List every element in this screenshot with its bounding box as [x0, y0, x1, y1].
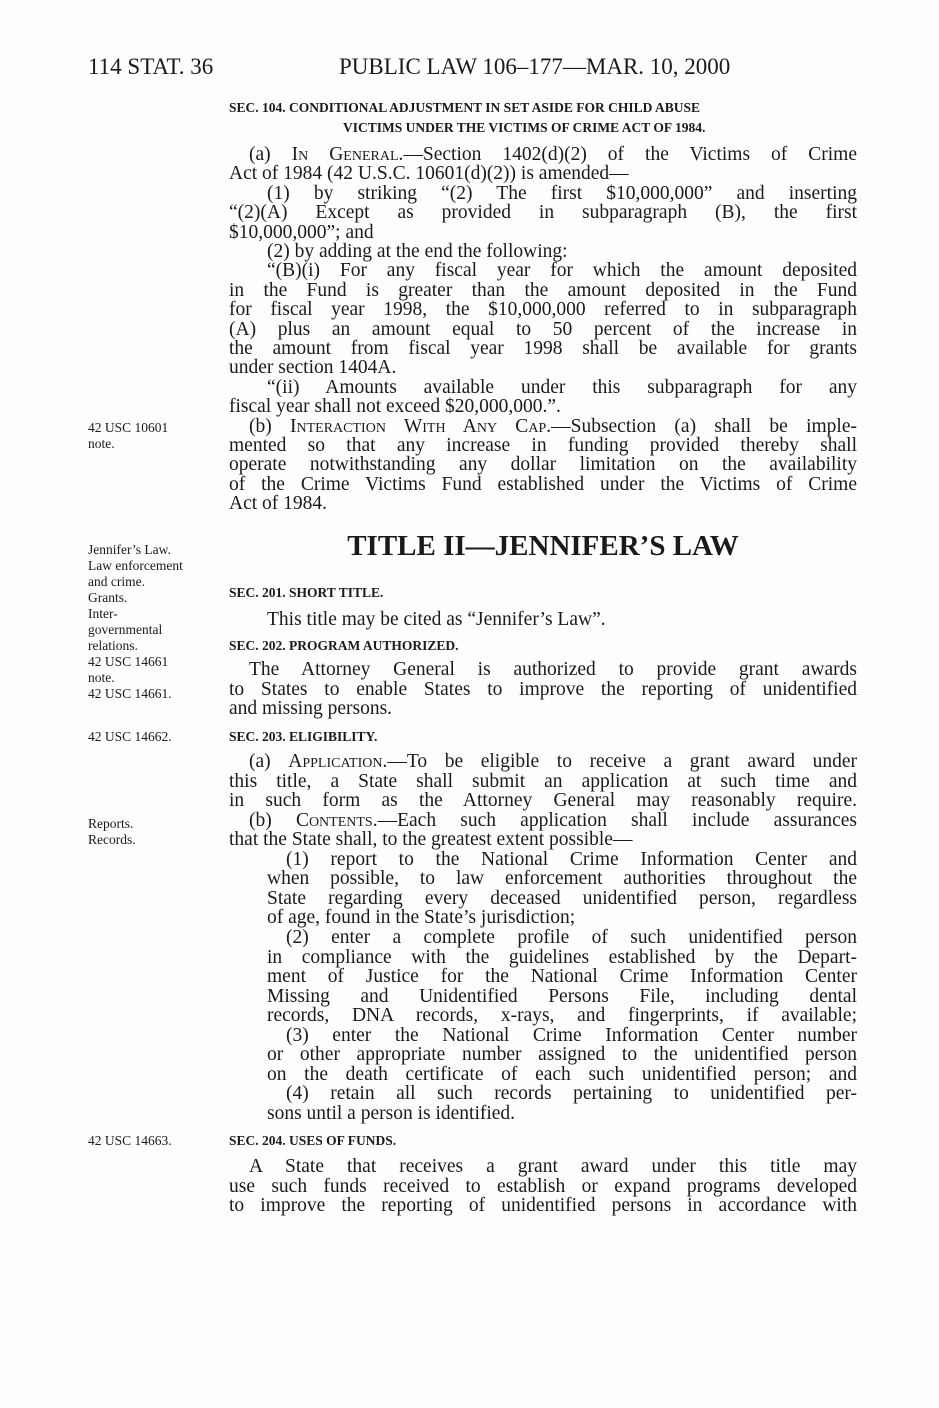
section-203-text-line: of age, found in the State’s jurisdiction;	[267, 907, 576, 929]
section-104-text-line: (2) by adding at the end the following:	[267, 241, 568, 262]
margin-note-line: Law enforcement	[88, 558, 183, 573]
section-104-text-line: mented so that any increase in funding provided thereby shall	[229, 435, 857, 456]
section-203-text-line: records, DNA records, x-rays, and fingerprints, if available;	[267, 1005, 857, 1027]
margin-note-line: 42 USC 14662.	[88, 729, 172, 744]
section-202-text-line: and missing persons.	[229, 698, 393, 719]
section-203-text-line: Missing and Unidentified Persons File, including dental	[267, 985, 857, 1007]
section-202-heading: SEC. 202. PROGRAM AUTHORIZED.	[229, 638, 459, 653]
margin-note	[88, 816, 136, 848]
text-segment: (a)	[249, 144, 292, 165]
text-segment: .—Each such application shall include assurances	[372, 809, 857, 831]
margin-note-line: 42 USC 14661	[88, 654, 169, 669]
margin-note-line: and crime.	[88, 574, 145, 589]
section-104-text-line: under section 1404A.	[229, 357, 397, 379]
section-104-text-line: “(B)(i) For any fiscal year for which the amount deposited	[267, 260, 857, 282]
section-201-text-line: This title may be cited as “Jennifer’s Law”.	[267, 609, 606, 630]
section-203-text-line: in compliance with the guidelines established by the Depart-	[267, 946, 857, 968]
margin-note-line: Grants.	[88, 590, 128, 605]
section-104-text-line: of the Crime Victims Fund established under the Victims of Crime	[229, 473, 857, 495]
section-203-text-line: State regarding every deceased unidentified person, regardless	[267, 887, 857, 909]
margin-note-line: Inter-	[88, 606, 118, 621]
margin-note	[88, 542, 183, 702]
section-203-text-line: ment of Justice for the National Crime Information Center	[267, 966, 857, 988]
section-104-text-line	[249, 417, 857, 437]
section-201-heading: SEC. 201. SHORT TITLE.	[229, 585, 384, 600]
paragraph-caption: Contents	[295, 809, 373, 831]
section-203-text-line: in such form as the Attorney General may reasonably require.	[229, 790, 857, 812]
section-104-heading-line1: SEC. 104. CONDITIONAL ADJUSTMENT IN SET ASIDE FOR CHILD ABUSE	[229, 100, 700, 115]
section-104-text-line: the amount from fiscal year 1998 shall be available for grants	[229, 338, 857, 359]
text-segment: .—To be eligible to receive a grant award under	[382, 751, 857, 772]
margin-note-line: note.	[88, 670, 115, 685]
section-104-text-line: fiscal year shall not exceed $20,000,000.”.	[229, 396, 561, 418]
margin-note-line: governmental	[88, 622, 163, 637]
section-204-text-line: A State that receives a grant award under this title may	[249, 1156, 857, 1177]
margin-note	[88, 1133, 172, 1149]
section-203-text-line: when possible, to law enforcement authorities throughout the	[267, 868, 857, 890]
margin-note	[88, 729, 172, 745]
paragraph-caption: Interaction With Any Cap	[290, 415, 547, 437]
section-204-heading: SEC. 204. USES OF FUNDS.	[229, 1133, 397, 1148]
section-104-text-line: for fiscal year 1998, the $10,000,000 referred to in subparagraph	[229, 299, 857, 321]
margin-note-line: Reports.	[88, 816, 134, 831]
section-203-text-line: on the death certificate of each such unidentified person; and	[267, 1063, 857, 1085]
text-segment: (b)	[249, 809, 296, 831]
section-203-text-line: (4) retain all such records pertaining to unidentified per-	[286, 1083, 857, 1105]
section-203-text-line: (1) report to the National Crime Information Center and	[286, 848, 857, 870]
section-104-text-line: Act of 1984 (42 U.S.C. 10601(d)(2)) is amended—	[229, 163, 629, 185]
section-203-text-line: sons until a person is identified.	[267, 1102, 516, 1124]
section-104-heading-line2: VICTIMS UNDER THE VICTIMS OF CRIME ACT OF 1984.	[343, 120, 706, 135]
margin-note-line: note.	[88, 436, 115, 451]
section-104-text-line: $10,000,000”; and	[229, 221, 374, 243]
section-203-text-line: this title, a State shall submit an application at such time and	[229, 770, 857, 792]
section-202-text-line: to States to enable States to improve the reporting of unidentified	[229, 678, 857, 700]
text-segment: (b)	[249, 415, 290, 437]
section-104-text-line: “(ii) Amounts available under this subparagraph for any	[267, 376, 857, 398]
section-203-text-line: (2) enter a complete profile of such unidentified person	[286, 926, 857, 948]
section-203-text-line: or other appropriate number assigned to the unidentified person	[267, 1044, 857, 1066]
margin-note-line: Records.	[88, 832, 136, 847]
margin-note-line: 42 USC 10601	[88, 420, 169, 435]
title-ii-heading: TITLE II—JENNIFER’S LAW	[347, 530, 739, 562]
margin-note	[88, 420, 168, 452]
section-104-text-line: (1) by striking “(2) The first $10,000,000” and inserting	[267, 182, 857, 204]
margin-note-line: 42 USC 14661.	[88, 686, 172, 701]
page-stat-number: 114 STAT. 36	[88, 54, 214, 79]
section-204-text-line: use such funds received to establish or expand programs developed	[229, 1175, 857, 1197]
running-header: PUBLIC LAW 106–177—MAR. 10, 2000	[339, 54, 731, 79]
section-104-text-line: Act of 1984.	[229, 493, 328, 515]
section-104-text-line: operate notwithstanding any dollar limitation on the availability	[229, 454, 857, 476]
section-203-text-line	[249, 752, 857, 772]
section-104-text-line	[249, 145, 857, 165]
text-segment: (a)	[249, 751, 289, 772]
text-segment: .—Section 1402(d)(2) of the Victims of Crime	[398, 144, 857, 165]
section-203-heading: SEC. 203. ELIGIBILITY.	[229, 729, 378, 744]
section-203-text-line: (3) enter the National Crime Information Center number	[286, 1024, 857, 1046]
margin-note-line: Jennifer’s Law.	[88, 542, 171, 557]
section-104-text-line: “(2)(A) Except as provided in subparagraph (B), the first	[229, 202, 857, 224]
section-104-text-line: (A) plus an amount equal to 50 percent of the increase in	[229, 318, 857, 340]
paragraph-caption: In General	[291, 144, 399, 165]
section-202-text-line: The Attorney General is authorized to provide grant awards	[249, 659, 857, 680]
paragraph-caption: Application	[288, 751, 383, 772]
margin-note-line: 42 USC 14663.	[88, 1133, 172, 1148]
section-203-text-line: that the State shall, to the greatest extent possible—	[229, 829, 633, 851]
text-segment: .—Subsection (a) shall be imple-	[546, 415, 857, 437]
section-203-text-line	[249, 811, 857, 831]
section-204-text-line: to improve the reporting of unidentified persons in accordance with	[229, 1195, 857, 1216]
section-104-text-line: in the Fund is greater than the amount deposited in the Fund	[229, 279, 857, 301]
margin-note-line: relations.	[88, 638, 138, 653]
